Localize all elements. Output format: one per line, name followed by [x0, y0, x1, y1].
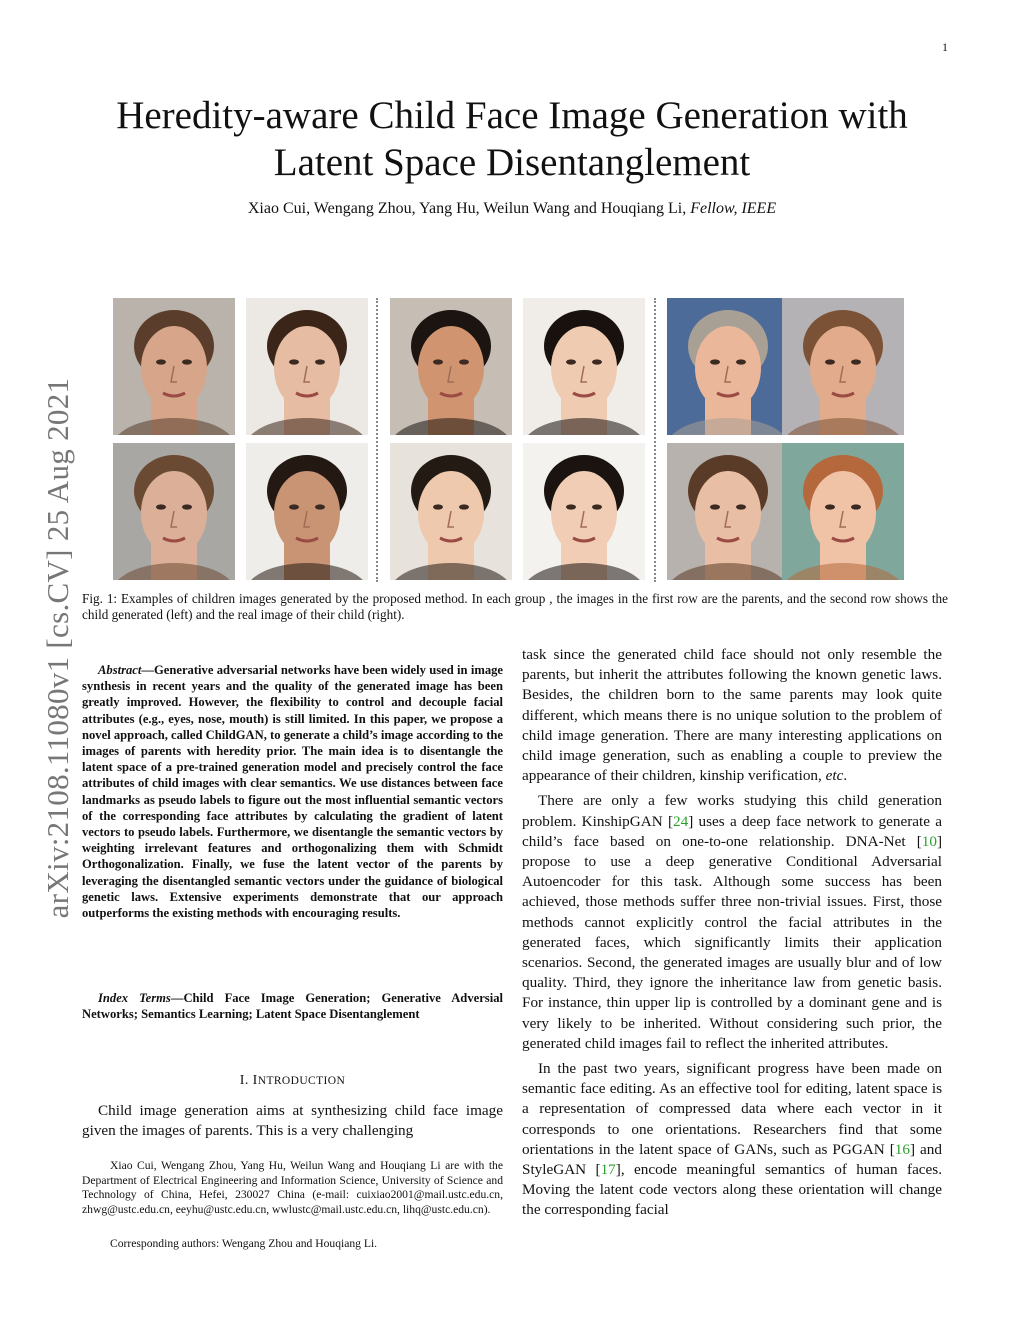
index-terms	[82, 990, 503, 1022]
right-p3-a: In the past two years, significant progress have been made on semantic face editing. As an effective tool for editing, latent space is a representation of compressed data where each vector in it corresponds to one orientations. Researchers find that some orientations in the latent space of GANs, such as PGGAN [	[522, 1060, 942, 1158]
child-real-3	[782, 443, 904, 580]
mother-face-1	[246, 298, 368, 435]
page-number: 1	[942, 40, 948, 54]
title-line-2: Latent Space Disentanglement	[273, 141, 751, 184]
figure-caption: Fig. 1: Examples of children images generated by the proposed method. In each group , the images in the first row are the parents, and the second row shows the child generated (left) and the real image of their child (right).	[82, 591, 948, 622]
child-real-2	[523, 443, 645, 580]
author-list	[70, 200, 954, 218]
abstract-text: —Generative adversarial networks have been widely used in image synthesis in recent years and the quality of the generated image has been greatly improved. However, the flexibility to control and decouple facial attributes (e.g., eyes, nose, mouth) is still limited. In this paper, we propose a novel approach, called ChildGAN, to generate a child’s image according to the images of parents with heredity prior. The main idea is to disentangle the latent space of a pre-trained generation model and precisely control the face attributes of child images with clear semantics. We use distances between face landmarks as pseudo labels to figure out the most influential semantic vectors of the corresponding face attributes by calculating the gradient of latent vectors to pseudo labels. Furthermore, we disentangle the semantic vectors by weighting irrelevant features and orthogonalizing them with Schmidt Orthogonalization. Finally, we fuse the latent vector of the parents by leveraging the disentangled semantic vectors under the guidance of biological genetic laws. Extensive experiments demonstrate that our approach outperforms the existing methods with encouraging results.	[82, 663, 503, 921]
group-divider-1	[376, 298, 378, 582]
right-p3-c: ], encode meaningful semantics of human faces. Moving the latent code vectors along these orientation will change the corresponding facial	[522, 1161, 942, 1219]
paper-title	[70, 92, 954, 186]
arxiv-stamp-text: arXiv:2108.11080v1 [cs.CV] 25 Aug 2021	[40, 377, 75, 919]
title-line-1: Heredity-aware Child Face Image Generation with	[116, 94, 908, 137]
right-paragraph-3	[522, 1059, 942, 1221]
right-p2-b: ] uses a deep face network to generate a child’s face based on one-to-one relationship. DNA-Net [	[522, 812, 942, 850]
section-numeral: I. I	[239, 1073, 258, 1088]
citation-10[interactable]: 10	[921, 832, 937, 850]
section-heading-introduction	[82, 1073, 503, 1089]
footnote-corresponding: Corresponding authors: Wengang Zhou and Houqiang Li.	[110, 1237, 378, 1250]
citation-16[interactable]: 16	[894, 1140, 910, 1158]
right-p1-etc: etc	[825, 767, 844, 785]
footnote-affiliations: Xiao Cui, Wengang Zhou, Yang Hu, Weilun Wang and Houqiang Li are with the Department of Electrical Engineering and Information Science, University of Science and Technology of China, Hefei, 230027 China (e-mail: cuixiao2001@mail.ustc.edu.cn, zhwg@ustc.edu.cn, eeyhu@ustc.edu.cn, wwlustc@mail.ustc.edu.cn, lihq@ustc.edu.cn).	[82, 1159, 503, 1216]
author-names: Xiao Cui, Wengang Zhou, Yang Hu, Weilun Wang and Houqiang Li,	[247, 200, 691, 217]
right-p3-b: ] and StyleGAN [	[522, 1140, 942, 1179]
index-terms-text: —Child Face Image Generation; Generative Adversial Networks; Semantics Learning; Latent Space Disentanglement	[82, 991, 503, 1022]
right-p1-end: .	[843, 767, 848, 785]
index-terms-label: Index Terms	[98, 991, 171, 1005]
abstract	[82, 662, 503, 921]
right-column	[522, 645, 942, 1226]
mother-face-2	[523, 298, 645, 435]
mother-face-3	[782, 298, 904, 435]
figure-1	[113, 298, 913, 582]
author-fellow: Fellow, IEEE	[690, 200, 777, 217]
group-divider-2	[654, 298, 656, 582]
child-generated-3	[667, 443, 789, 580]
child-generated-2	[390, 443, 512, 580]
citation-24[interactable]: 24	[673, 812, 689, 830]
father-face-2	[390, 298, 512, 435]
right-paragraph-2	[522, 791, 942, 1054]
right-p2-a: There are only a few works studying this child generation problem. KinshipGAN [	[522, 792, 942, 830]
intro-paragraph: Child image generation aims at synthesizing child face image given the images of parents. This is a very challenging	[82, 1102, 503, 1140]
child-real-1	[246, 443, 368, 580]
father-face-1	[113, 298, 235, 435]
right-p2-c: ] propose to use a deep generative Conditional Adversarial Autoencoder for this task. Although some success has been achieved, those methods suffer three non-trivial issues. First, those methods cannot explicitly control the facial attributes in the generated faces, which significantly limits their application scenarios. Second, the generated images are usually blur and of low quality. Third, they ignore the inheritance law from genetic basis. For instance, thin upper lip is controlled by a dominant gene and is very likely to be inherited. Without considering such prior, the generated child images fail to reflect the inherited attributes.	[522, 832, 942, 1052]
citation-17[interactable]: 17	[600, 1161, 616, 1179]
abstract-label: Abstract	[98, 663, 142, 677]
father-face-3	[667, 298, 789, 435]
section-title: NTRODUCTION	[257, 1075, 346, 1087]
right-paragraph-1	[522, 645, 942, 786]
right-p1-text: task since the generated child face should not only resemble the parents, but inherit the attributes following the known genetic laws. Besides, the children born to the same parents may look quite different, which means there is no unique solution to the problem of child image generation. There are many interesting applications on child image generation, such as enabling a couple to preview the appearance of their children, kinship verification,	[522, 646, 942, 785]
child-generated-1	[113, 443, 235, 580]
